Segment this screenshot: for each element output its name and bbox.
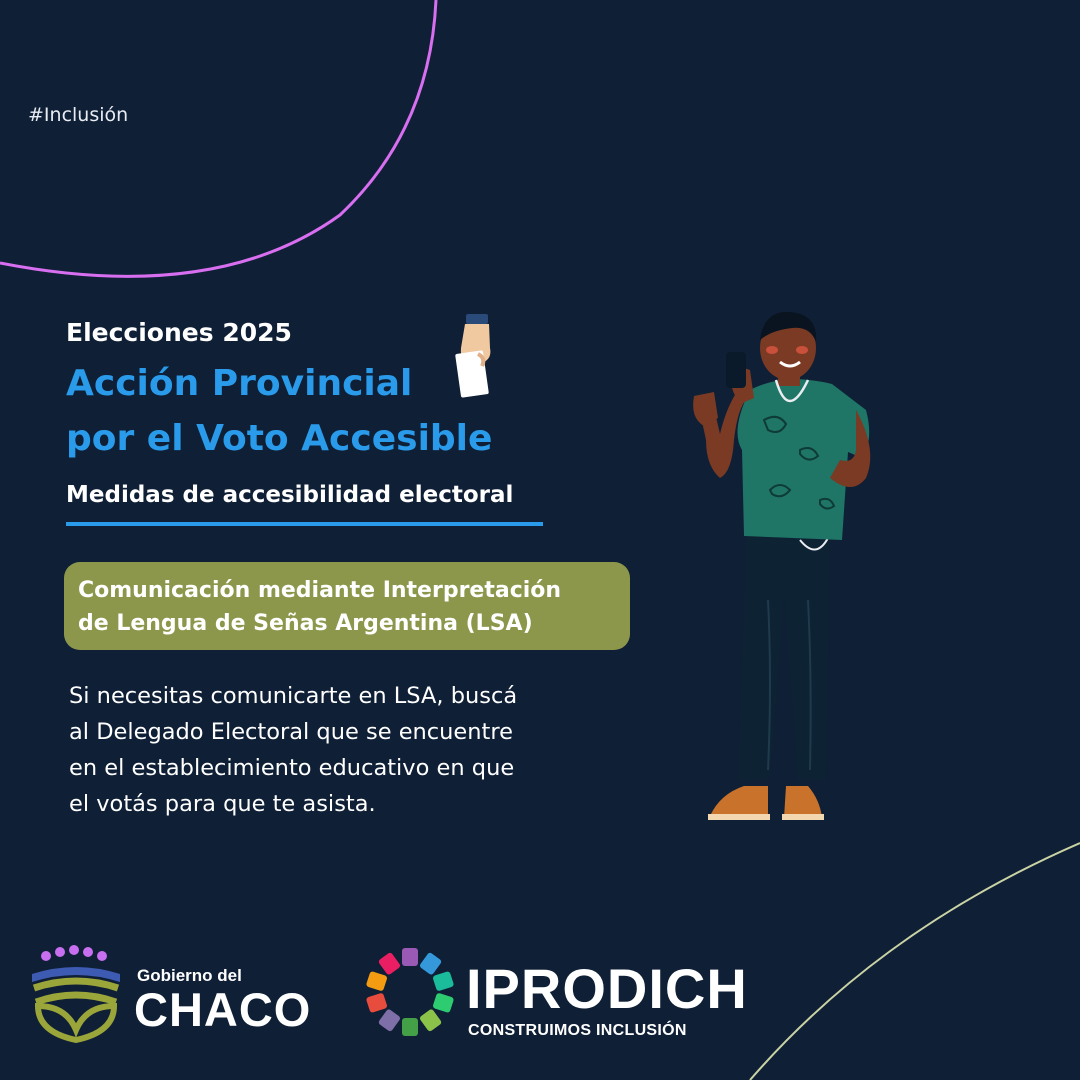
- eyebrow-heading: Elecciones 2025: [66, 318, 292, 347]
- title-line-1: Acción Provincial: [66, 363, 413, 404]
- hand-ballot-icon: [448, 312, 498, 402]
- highlight-pill: [64, 562, 630, 650]
- highlight-text: Comunicación mediante Interpretación de Lengua de Señas Argentina (LSA): [78, 578, 562, 636]
- chaco-logo-small-text: Gobierno del: [137, 966, 242, 985]
- chaco-emblem-icon: [26, 944, 126, 1044]
- title-line-2: por el Voto Accesible: [66, 418, 493, 459]
- iprodich-tagline: CONSTRUIMOS INCLUSIÓN: [468, 1022, 687, 1039]
- body-paragraph: Si necesitas comunicarte en LSA, buscá al Delegado Electoral que se encuentre en el establecimiento educativo en que el votás para que te asista.: [69, 683, 518, 817]
- chaco-logo-wordmark: CHACO: [134, 983, 312, 1036]
- subtitle: Medidas de accesibilidad electoral: [66, 482, 514, 508]
- subtitle-underline: [66, 522, 543, 526]
- cream-arc: [750, 843, 1080, 1080]
- pink-arc: [0, 0, 436, 276]
- iprodich-wordmark: IPRODICH: [466, 957, 748, 1020]
- hashtag-label: #Inclusión: [28, 104, 129, 126]
- iprodich-ring-icon: [362, 944, 458, 1040]
- person-phone-illustration: [680, 300, 890, 830]
